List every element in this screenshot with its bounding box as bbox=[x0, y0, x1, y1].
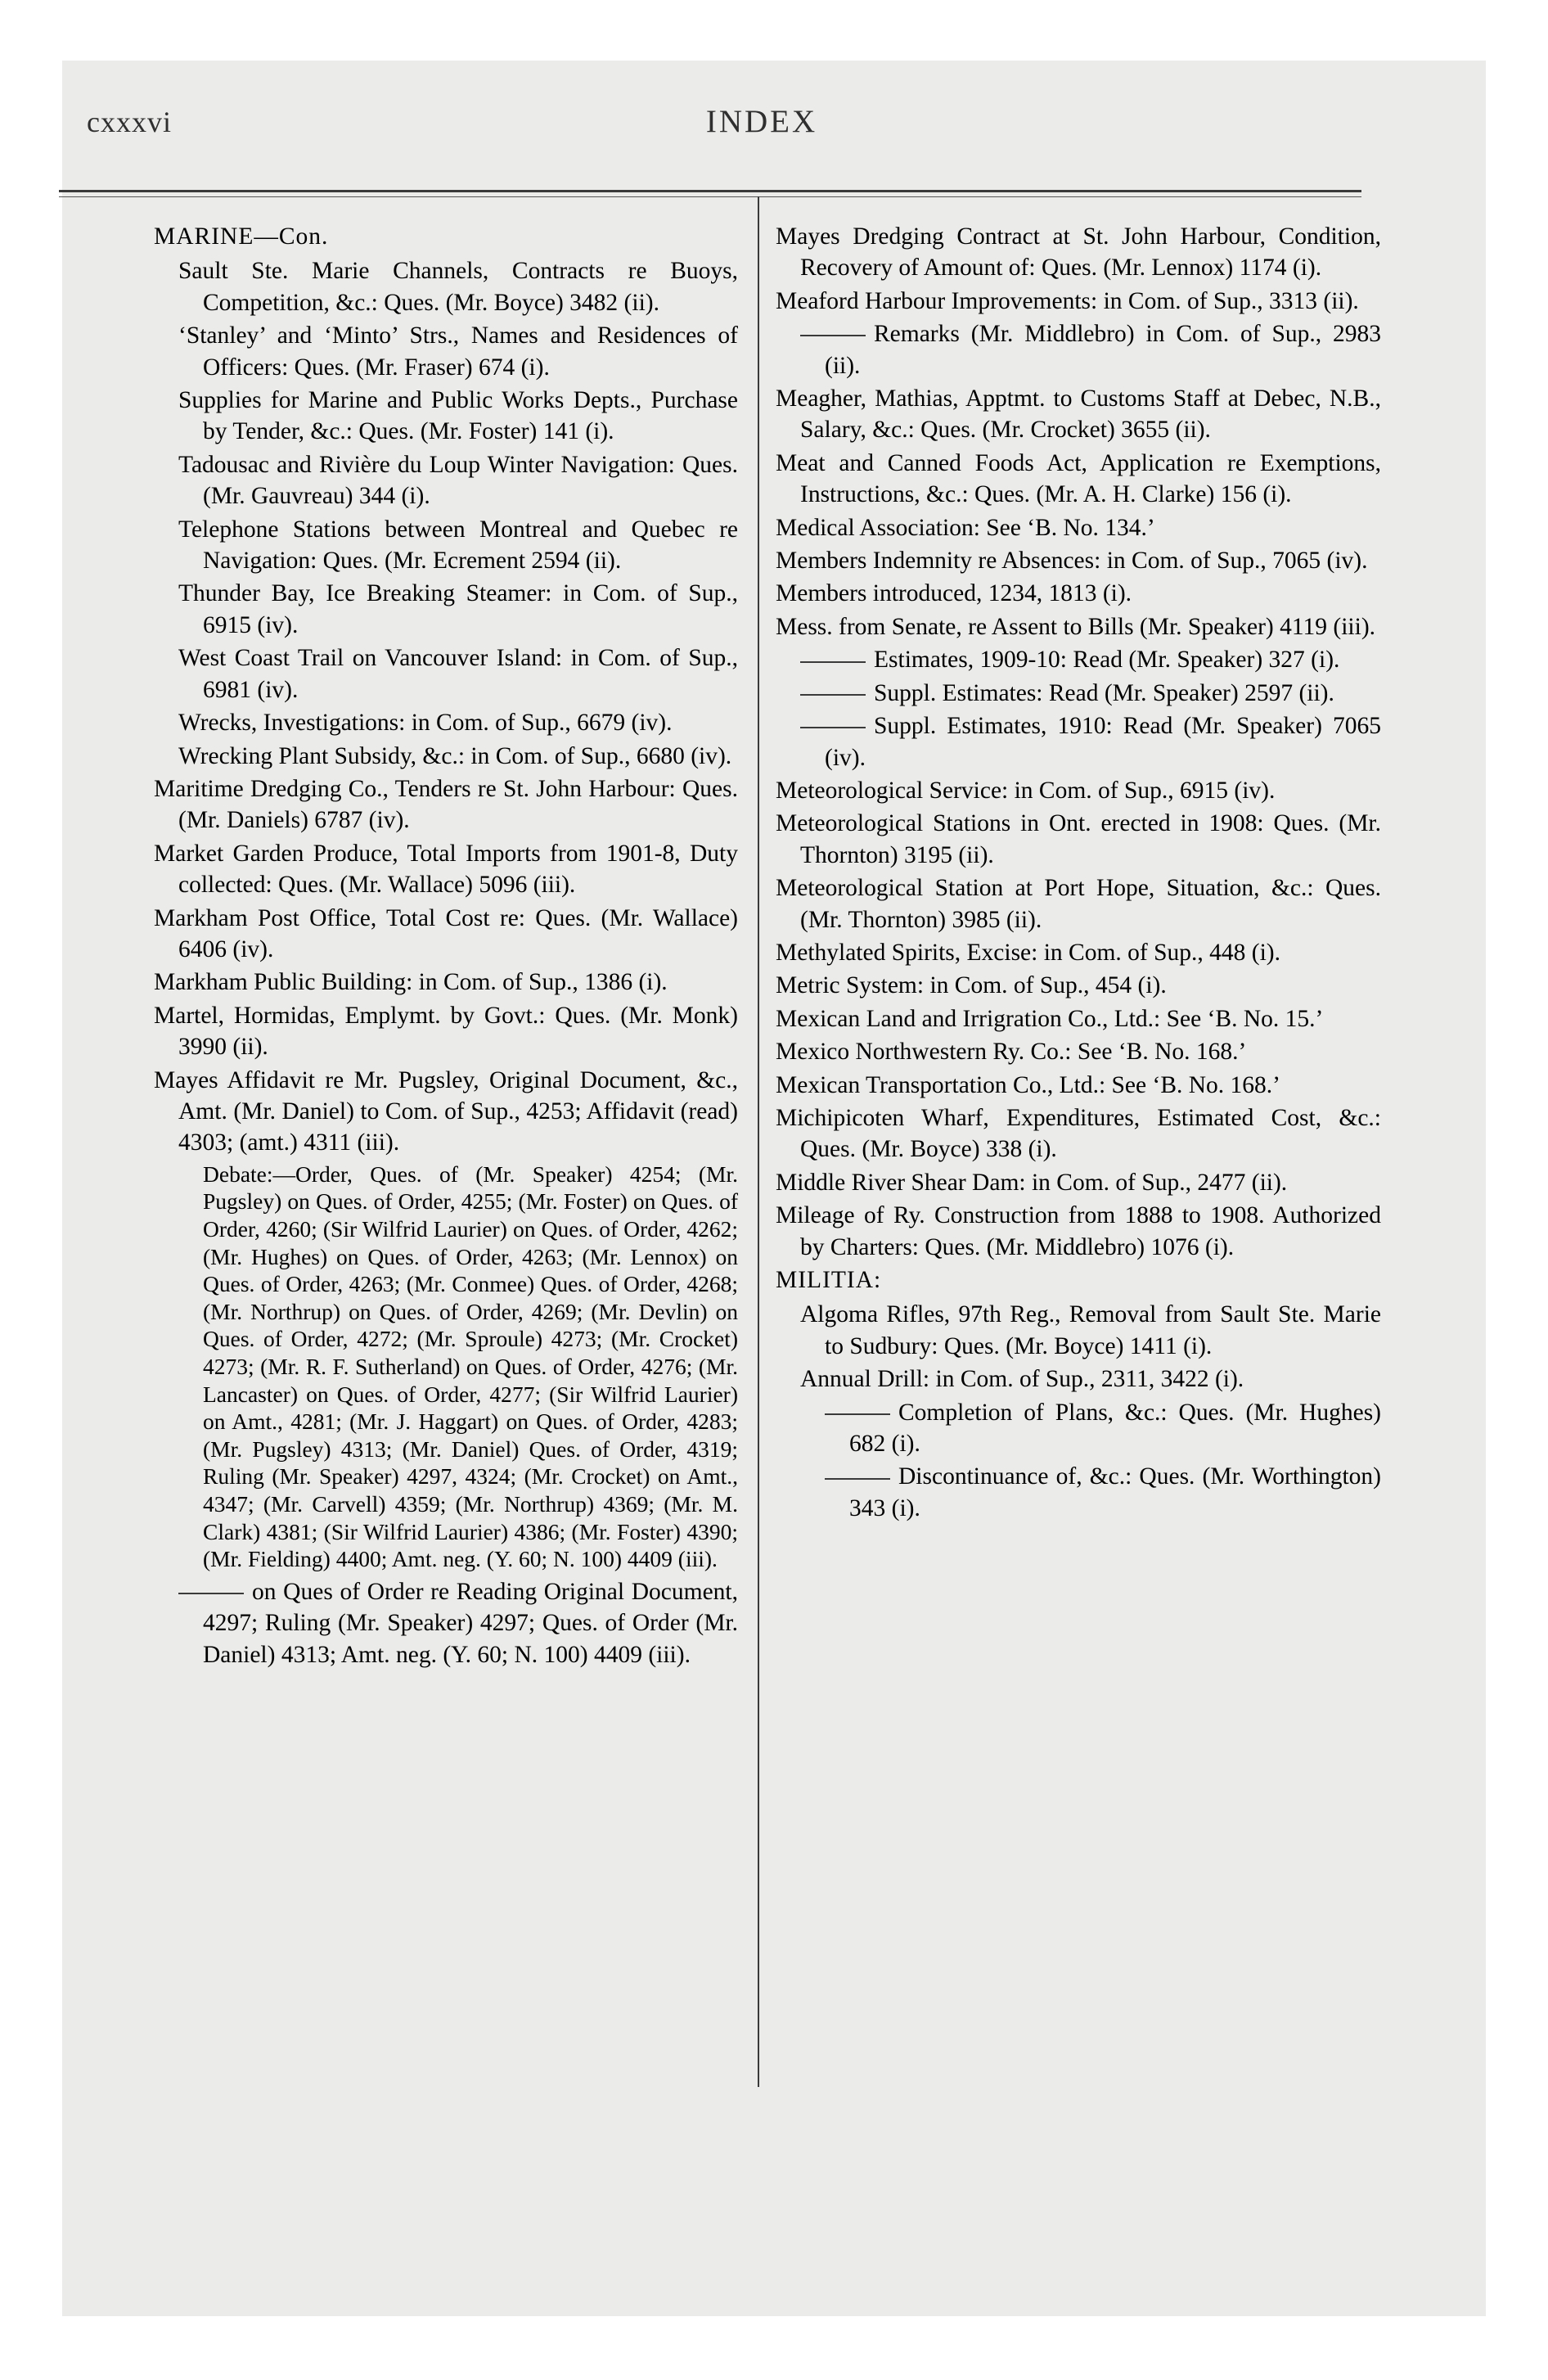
header-rule-thin bbox=[59, 196, 1361, 197]
index-entry: Meteorological Service: in Com. of Sup., 6915 (iv). bbox=[776, 777, 1276, 804]
index-entry: Meat and Canned Foods Act, Application re Exemptions, Instructions, &c.: Ques. (Mr. A. H. Clarke) 156 (i). bbox=[776, 449, 1381, 508]
index-entry: Meagher, Mathias, Apptmt. to Customs Staff at Debec, N.B., Salary, &c.: Ques. (Mr. Crocket) 3655 (ii). bbox=[776, 385, 1381, 444]
index-subentry: Sault Ste. Marie Channels, Contracts re Buoys, Competition, &c.: Ques. (Mr. Boyce) 3482 (ii). bbox=[178, 258, 738, 316]
index-entry: Mileage of Ry. Construction from 1888 to 1908. Authorized by Charters: Ques. (Mr. Middlebro) 1076 (i). bbox=[776, 1202, 1381, 1260]
index-entry-continuation bbox=[800, 318, 1381, 381]
index-entry: Middle River Shear Dam: in Com. of Sup., 2477 (ii). bbox=[776, 1169, 1288, 1196]
index-entry: Mexican Transportation Co., Ltd.: See ‘B. No. 168.’ bbox=[776, 1071, 1280, 1098]
index-entry-continuation bbox=[825, 1397, 1381, 1460]
index-entry: Michipicoten Wharf, Expenditures, Estimated Cost, &c.: Ques. (Mr. Boyce) 338 (i). bbox=[776, 1104, 1381, 1163]
index-subentry: Tadousac and Rivière du Loup Winter Navigation: Ques. (Mr. Gauvreau) 344 (i). bbox=[178, 451, 738, 510]
index-entry-continuation bbox=[825, 1461, 1381, 1524]
index-entry: Medical Association: See ‘B. No. 134.’ bbox=[776, 514, 1155, 541]
ditto-dash bbox=[825, 1413, 890, 1415]
index-entry: Metric System: in Com. of Sup., 454 (i). bbox=[776, 972, 1167, 999]
section-heading: MILITIA: bbox=[776, 1267, 882, 1293]
index-subentry: West Coast Trail on Vancouver Island: in Com. of Sup., 6981 (iv). bbox=[178, 645, 738, 703]
left-column bbox=[154, 221, 738, 1672]
entry-text: Suppl. Estimates: Read (Mr. Speaker) 2597 (ii). bbox=[874, 679, 1334, 706]
index-entry: Market Garden Produce, Total Imports from 1901-8, Duty collected: Ques. (Mr. Wallace) 5096 (iii). bbox=[154, 840, 738, 899]
index-entry: Mexican Land and Irrigration Co., Ltd.: See ‘B. No. 15.’ bbox=[776, 1005, 1324, 1032]
page-header bbox=[87, 97, 1437, 162]
index-entry-debate: Debate:—Order, Ques. of (Mr. Speaker) 4254; (Mr. Pugsley) on Ques. of Order, 4255; (Mr. Foster) on Ques. of Order, 4260; (Sir Wilfrid Laurier) on Ques. of Order, 4262; (Mr. Hughes) on Ques. of Order, 4263; (Mr. Lennox) on Ques. of Order, 4263; (Mr. Conmee) Ques. of Order, 4268; (Mr. Northrup) on Ques. of Order, 4269; (Mr. Devlin) on Ques. of Order, 4272; (Mr. Sproule) 4273; (Mr. Crocket) 4273; (Mr. R. F. Sutherland) on Ques. of Order, 4276; (Mr. Lancaster) on Ques. of Order, 4277; (Sir Wilfrid Laurier) on Amt., 4281; (Mr. J. Haggart) on Ques. of Order, 4283; (Mr. Pugsley) 4313; (Mr. Daniel) Ques. of Order, 4319; Ruling (Mr. Speaker) 4297, 4324; (Mr. Crocket) on Amt., 4347; (Mr. Carvell) 4359; (Mr. Northrup) 4369; (Mr. M. Clark) 4381; (Sir Wilfrid Laurier) 4386; (Mr. Foster) 4390; (Mr. Fielding) 4400; Amt. neg. (Y. 60; N. 100) 4409 (iii). bbox=[203, 1161, 738, 1572]
entry-text: Suppl. Estimates, 1910: Read (Mr. Speaker) 7065 (iv). bbox=[825, 713, 1381, 771]
ditto-dash bbox=[800, 661, 866, 663]
right-column bbox=[776, 221, 1381, 1526]
index-entry: Mayes Dredging Contract at St. John Harbour, Condition, Recovery of Amount of: Ques. (Mr. Lennox) 1174 (i). bbox=[776, 223, 1381, 282]
index-entry: Members introduced, 1234, 1813 (i). bbox=[776, 580, 1132, 607]
index-entry: Mess. from Senate, re Assent to Bills (Mr. Speaker) 4119 (iii). bbox=[776, 613, 1376, 640]
entry-text: on Ques of Order re Reading Original Document, 4297; Ruling (Mr. Speaker) 4297; Ques. of Order (Mr. Daniel) 4313; Amt. neg. (Y. 60; N. 100) 4409 (iii). bbox=[203, 1578, 738, 1668]
index-entry-continuation bbox=[800, 710, 1381, 773]
index-entry: Martel, Hormidas, Emplymt. by Govt.: Ques. (Mr. Monk) 3990 (ii). bbox=[154, 1002, 738, 1061]
index-page bbox=[87, 97, 1437, 162]
index-subentry: Annual Drill: in Com. of Sup., 2311, 3422 (i). bbox=[800, 1366, 1244, 1393]
index-entry: Members Indemnity re Absences: in Com. of Sup., 7065 (iv). bbox=[776, 548, 1368, 575]
index-entry: Mexico Northwestern Ry. Co.: See ‘B. No. 168.’ bbox=[776, 1039, 1247, 1066]
index-subentry: Wrecking Plant Subsidy, &c.: in Com. of Sup., 6680 (iv). bbox=[178, 742, 732, 769]
ditto-dash bbox=[800, 335, 866, 336]
index-entry-continuation bbox=[178, 1576, 738, 1670]
right-entry-list bbox=[776, 221, 1381, 1524]
index-entry-continuation bbox=[800, 644, 1381, 675]
entry-text: Remarks (Mr. Middlebro) in Com. of Sup., 2983 (ii). bbox=[825, 321, 1381, 379]
column-divider bbox=[758, 196, 759, 2087]
index-entry: Markham Post Office, Total Cost re: Ques. (Mr. Wallace) 6406 (iv). bbox=[154, 904, 738, 962]
ditto-dash bbox=[825, 1478, 890, 1480]
ditto-dash bbox=[800, 694, 866, 696]
entry-text: Estimates, 1909-10: Read (Mr. Speaker) 327 (i). bbox=[874, 647, 1340, 674]
index-entry: Methylated Spirits, Excise: in Com. of Sup., 448 (i). bbox=[776, 939, 1280, 966]
index-entry: Meteorological Stations in Ont. erected in 1908: Ques. (Mr. Thornton) 3195 (ii). bbox=[776, 810, 1381, 868]
entry-text: Completion of Plans, &c.: Ques. (Mr. Hughes) 682 (i). bbox=[849, 1399, 1381, 1458]
index-entry: Mayes Affidavit re Mr. Pugsley, Original Document, &c., Amt. (Mr. Daniel) to Com. of Sup., 4253; Affidavit (read) 4303; (amt.) 4311 (iii). bbox=[154, 1066, 738, 1156]
ditto-dash bbox=[800, 727, 866, 728]
index-subentry: Algoma Rifles, 97th Reg., Removal from Sault Ste. Marie to Sudbury: Ques. (Mr. Boyce) 1411 (i). bbox=[800, 1301, 1381, 1359]
index-subentry: Telephone Stations between Montreal and Quebec re Navigation: Ques. (Mr. Ecrement 2594 (ii). bbox=[178, 516, 738, 575]
index-entry: Meteorological Station at Port Hope, Situation, &c.: Ques. (Mr. Thornton) 3985 (ii). bbox=[776, 875, 1381, 933]
index-entry: Maritime Dredging Co., Tenders re St. John Harbour: Ques. (Mr. Daniels) 6787 (iv). bbox=[154, 775, 738, 834]
entry-text: Discontinuance of, &c.: Ques. (Mr. Worthington) 343 (i). bbox=[849, 1463, 1381, 1521]
index-entry-continuation bbox=[800, 678, 1381, 709]
index-subentry: Thunder Bay, Ice Breaking Steamer: in Com. of Sup., 6915 (iv). bbox=[178, 580, 738, 638]
ditto-dash bbox=[178, 1593, 244, 1594]
index-subentry: ‘Stanley’ and ‘Minto’ Strs., Names and Residences of Officers: Ques. (Mr. Fraser) 674 (i). bbox=[178, 322, 738, 381]
index-subentry: Wrecks, Investigations: in Com. of Sup., 6679 (iv). bbox=[178, 710, 673, 737]
page-number: cxxxvi bbox=[87, 106, 172, 138]
header-rule-thick bbox=[59, 190, 1361, 192]
index-entry: Markham Public Building: in Com. of Sup., 1386 (i). bbox=[154, 969, 668, 996]
running-head: INDEX bbox=[705, 104, 818, 139]
index-subentry: Supplies for Marine and Public Works Depts., Purchase by Tender, &c.: Ques. (Mr. Foster) 141 (i). bbox=[178, 387, 738, 445]
section-heading-marine: MARINE—Con. bbox=[154, 223, 329, 250]
left-entry-list bbox=[154, 255, 738, 1670]
index-entry: Meaford Harbour Improvements: in Com. of Sup., 3313 (ii). bbox=[776, 287, 1359, 314]
